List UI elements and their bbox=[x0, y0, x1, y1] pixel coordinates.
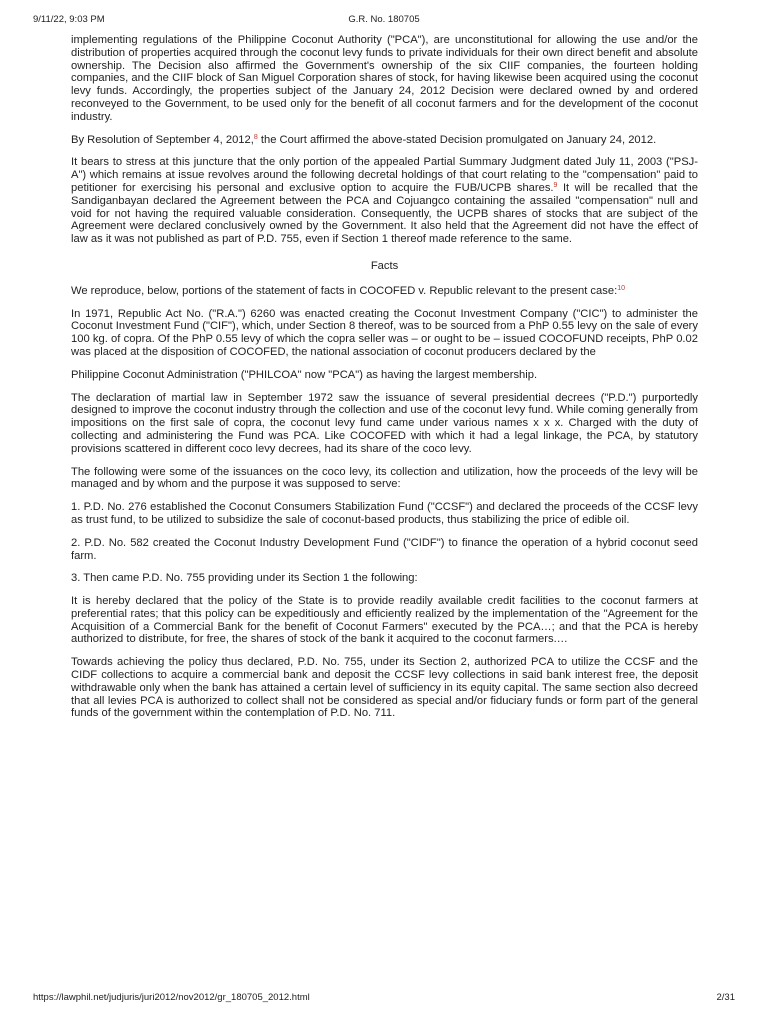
quote-issuances-intro: The following were some of the issuances on the coco levy, its collection and utilization, how the proceeds of the levy will be managed and by whom and the purpose it was supposed to serve: bbox=[71, 465, 698, 491]
quote-pd-755-section-1: It is hereby declared that the policy of the State is to provide readily available credit facilities to the coconut farmers at preferential rates; that this policy can be expeditiously and efficiently realized by the implementation of the "Agreement for the Acquisition of a Commercial Bank for the benefit of Coconut Farmers" executed by the PCA…; and that the PCA is hereby authorized to distribute, for free, the shares of stock of the bank it acquired to the coconut farmers.… bbox=[71, 595, 698, 646]
footnote-ref-9[interactable]: 9 bbox=[553, 181, 558, 189]
list-item-pd-755: 3. Then came P.D. No. 755 providing under its Section 1 the following: bbox=[71, 572, 418, 585]
print-title: G.R. No. 180705 bbox=[348, 14, 420, 25]
quote-martial-law: The declaration of martial law in September 1972 saw the issuance of several presidential decrees ("P.D.") purportedly designed to improve the coconut industry through the collection and use of the coconut levy fund. While coming generally from impositions on the first sale of copra, the coconut levy fund came under various names x x x. Charged with the duty of collecting and administering the Fund was PCA. Like COCOFED with which it had a legal linkage, the PCA, by statutory provisions scattered in different coco levy decrees, had its share of the coco levy. bbox=[71, 391, 698, 455]
print-header bbox=[33, 14, 735, 28]
footnote-ref-10[interactable]: 10 bbox=[617, 284, 625, 292]
section-heading-facts: Facts bbox=[370, 259, 399, 272]
paragraph-resolution: By Resolution of September 4, 2012,$^8$ the Court affirmed the above-stated Decision promulgated on January 24, 2012. bbox=[71, 133, 657, 146]
list-item-pd-276: 1. P.D. No. 276 established the Coconut Consumers Stabilization Fund ("CCSF") and declared the proceeds of the CCSF levy as trust fund, to be utilized to subsidize the sale of coconut-based products, thus stabilizing the price of edible oil. bbox=[71, 501, 698, 526]
page-url: https://lawphil.net/judjuris/juri2012/nov2012/gr_180705_2012.html bbox=[33, 992, 310, 1003]
quote-pd-755-section-2: Towards achieving the policy thus declared, P.D. No. 755, under its Section 2, authorized PCA to utilize the CCSF and the CIDF collections to acquire a commercial bank and deposit the CCSF levy collections in said bank interest free, the deposit withdrawable only when the bank has attained a certain level of sufficiency in its equity capital. The same section also decreed that all levies PCA is authorized to collect shall not be considered as special and/or fiduciary funds or form part of the general funds of the government within the contemplation of P.D. No. 711. bbox=[71, 656, 698, 720]
print-footer bbox=[33, 992, 735, 1006]
quote-philcoa: Philippine Coconut Administration ("PHILCOA" now "PCA") as having the largest membership. bbox=[71, 368, 538, 381]
paragraph-psj-a: It bears to stress at this juncture that the only portion of the appealed Partial Summary Judgment dated July 11, 2003 ("PSJ-A") which remains at issue revolves around the following decretal holdings of that court relating to the "compensation" paid to petitioner for exercising his personal and exclusive option to acquire the FUB/UCPB shares.$^9$ It will be recalled that the Sandiganbayan declared the Agreement between the PCA and Cojuangco containing the assailed "compensation" null and void for not having the required valuable consideration. Consequently, the UCPB shares of stocks that are subject of the Agreement were declared conclusively owned by the Government. It also held that the Agreement did not have the effect of law as it was not published as part of P.D. 755, even if Section 1 thereof made reference to the same. bbox=[71, 156, 698, 246]
page-number: 2/31 bbox=[716, 992, 735, 1003]
print-datetime: 9/11/22, 9:03 PM bbox=[33, 14, 105, 25]
document-body bbox=[71, 34, 698, 730]
list-item-pd-582: 2. P.D. No. 582 created the Coconut Industry Development Fund ("CIDF") to finance the operation of a hybrid coconut seed farm. bbox=[71, 536, 698, 562]
paragraph-decision-summary: implementing regulations of the Philippine Coconut Authority ("PCA"), are unconstitutional for allowing the use and/or the distribution of properties acquired through the coconut levy funds to private individuals for their own direct benefit and absolute ownership. The Decision also affirmed the Government's ownership of the six CIIF companies, the fourteen holding companies, and the CIIF block of San Miguel Corporation shares of stock, for having likewise been acquired using the coconut levy funds. Accordingly, the properties subject of the January 24, 2012 Decision were declared owned by and ordered reconveyed to the Government, to be used only for the benefit of all coconut farmers and for the development of the coconut industry. bbox=[71, 34, 698, 123]
paragraph-facts-intro: We reproduce, below, portions of the statement of facts in COCOFED v. Republic relevant to the present case:$^{10}$ bbox=[71, 284, 625, 297]
quote-ra-6260: In 1971, Republic Act No. ("R.A.") 6260 was enacted creating the Coconut Investment Company ("CIC") to administer the Coconut Investment Fund ("CIF"), which, under Section 8 thereof, was to be sourced from a PhP 0.55 levy on the sale of every 100 kg. of copra. Of the PhP 0.55 levy of which the copra seller was – or ought to be – issued COCOFUND receipts, PhP 0.02 was placed at the disposition of COCOFED, the national association of coconut producers declared by the bbox=[71, 307, 698, 358]
footnote-ref-8[interactable]: 8 bbox=[253, 133, 258, 141]
